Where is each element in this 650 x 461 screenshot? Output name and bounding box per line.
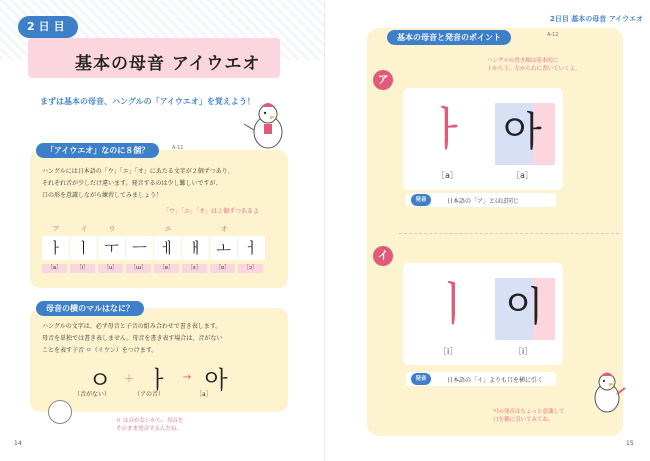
- cat-mascot-icon: [48, 400, 72, 424]
- kana-label: ウ: [108, 225, 116, 233]
- syllable-a-large: 아: [503, 109, 542, 155]
- vowel-cell: ㅡ: [126, 236, 153, 260]
- vowel-cell: ㅣ: [70, 236, 97, 260]
- section2-note: [116, 418, 184, 434]
- note-line: そのまま発音するんだね。: [116, 425, 183, 432]
- vowel-row: [42, 236, 266, 260]
- section-title-eight-vowels: 「アイウエオ」なのに８個？: [36, 143, 159, 158]
- pron-text-i: 日本語の「イ」よりも口を横に引く: [447, 377, 544, 384]
- page-number-right: 15: [626, 440, 634, 447]
- section1-body-line: 口の形を意識しながら練習してみましょう！: [42, 192, 163, 199]
- vowel-cell: ㅗ: [210, 236, 237, 260]
- pron-cell: ［u］: [98, 264, 123, 273]
- section2-body-line: 母音を単独では書き表しません。母音を書き表す場合は、音がない: [42, 335, 223, 342]
- section2-body-line: ハングルの文字は、必ず母音と子音の組み合わせで書き表します。: [42, 323, 222, 330]
- kana-label: オ: [220, 225, 228, 233]
- intro-text: まずは基本の母音、ハングルの「アイウエオ」を覚えよう！: [40, 97, 255, 106]
- pronunciation-row: [42, 264, 266, 273]
- pron-tag: 発音: [411, 373, 431, 385]
- audio-track-label: A-11: [172, 145, 184, 151]
- section-title-vowel-points: 基本の母音と発音のポイント: [387, 30, 511, 45]
- section2-body-line: ことを表す子音 ㅇ（イウン）をつけます。: [42, 347, 158, 354]
- pron-cell: ［e］: [154, 264, 179, 273]
- page-title: 基本の母音 アイウエオ: [75, 54, 261, 74]
- pron-cell: ［a］: [42, 264, 67, 273]
- vowel-a: ㅏ: [146, 366, 170, 394]
- vowel-i-pron: ［i］: [439, 347, 458, 356]
- vowel-cell: ㅐ: [182, 236, 209, 260]
- vowel-cell: ㅔ: [154, 236, 181, 260]
- vowel-cell: ㅓ: [238, 236, 265, 260]
- arrow-icon: →: [182, 372, 192, 383]
- pron-cell: ［o］: [210, 264, 235, 273]
- syllable-i-large: 이: [505, 284, 544, 330]
- silent-consonant: ㅇ: [88, 366, 112, 394]
- right-page: [325, 0, 650, 461]
- vowel-hint: 「ウ」「エ」「オ」は２個ずつあるよ: [163, 208, 260, 215]
- kana-label: [182, 224, 210, 234]
- syllable-a: 아: [204, 366, 228, 394]
- kana-label: [238, 224, 266, 234]
- dashed-divider: [399, 233, 619, 234]
- kana-row: [42, 224, 266, 234]
- kana-label: [126, 224, 154, 234]
- vowel-cell: ㅜ: [98, 236, 125, 260]
- pron-cell: ［ɛ］: [182, 264, 207, 273]
- running-header: 2日目 基本の母音 アイウエオ: [550, 15, 644, 23]
- pron-cell: ［i］: [70, 264, 95, 273]
- vowel-label: （アの音）: [134, 391, 165, 398]
- kana-label: イ: [80, 225, 88, 233]
- bird-mascot-icon: [242, 100, 290, 152]
- kana-badge-a: ア: [373, 70, 393, 90]
- vowel-i-large: ㅣ: [431, 277, 476, 331]
- pron-cell: ［ɔ］: [238, 264, 263, 273]
- vowel-cell: ㅏ: [42, 236, 69, 260]
- pron-cell: ［ɯ］: [126, 264, 151, 273]
- note-line: ハングルの書き順は基本的に: [487, 58, 559, 64]
- audio-track-label: A-12: [547, 32, 559, 38]
- note-line: ㅇ は音がないから、母音を: [116, 418, 184, 424]
- vowel-a-pron: ［a］: [437, 171, 458, 180]
- syllable-i-pron: ［i］: [514, 347, 533, 356]
- syllable-a-pron: ［a］: [512, 171, 533, 180]
- consonant-label: （音がない）: [74, 391, 111, 398]
- section2-body: [42, 321, 222, 357]
- note-line: 上から下、左から右に書いていくよ。: [487, 65, 581, 72]
- note-line: 口を横に引いてみてね。: [493, 416, 554, 423]
- bird-mascot-icon: [587, 370, 627, 416]
- page-number-left: 14: [14, 440, 22, 447]
- pron-text-a: 日本語の「ア」とほぼ同じ: [447, 198, 520, 205]
- day-badge: 2日目: [18, 16, 78, 38]
- pron-tag: 発音: [411, 194, 431, 206]
- note-line: 이の発音はちょっと意識して: [493, 409, 565, 415]
- kana-badge-i: イ: [373, 246, 393, 266]
- kana-label: エ: [164, 225, 172, 233]
- section1-body-line: ハングルには日本語の「ウ」「エ」「オ」にあたる文字が２個ずつあり、: [42, 168, 234, 175]
- section1-body-line: それぞれ音が少しだけ違います。発音するのは少し難しいですが、: [42, 180, 222, 187]
- section1-body: [42, 166, 234, 202]
- bottom-note: [493, 409, 564, 425]
- plus-sign: ＋: [124, 374, 134, 385]
- section-title-vowel-circle: 母音の横のマルはなに？: [36, 301, 144, 316]
- vowel-a-large: ㅏ: [425, 102, 470, 156]
- kana-label: ア: [52, 225, 60, 233]
- stroke-order-note: [487, 58, 581, 74]
- syllable-pron-label: ［a］: [196, 391, 212, 398]
